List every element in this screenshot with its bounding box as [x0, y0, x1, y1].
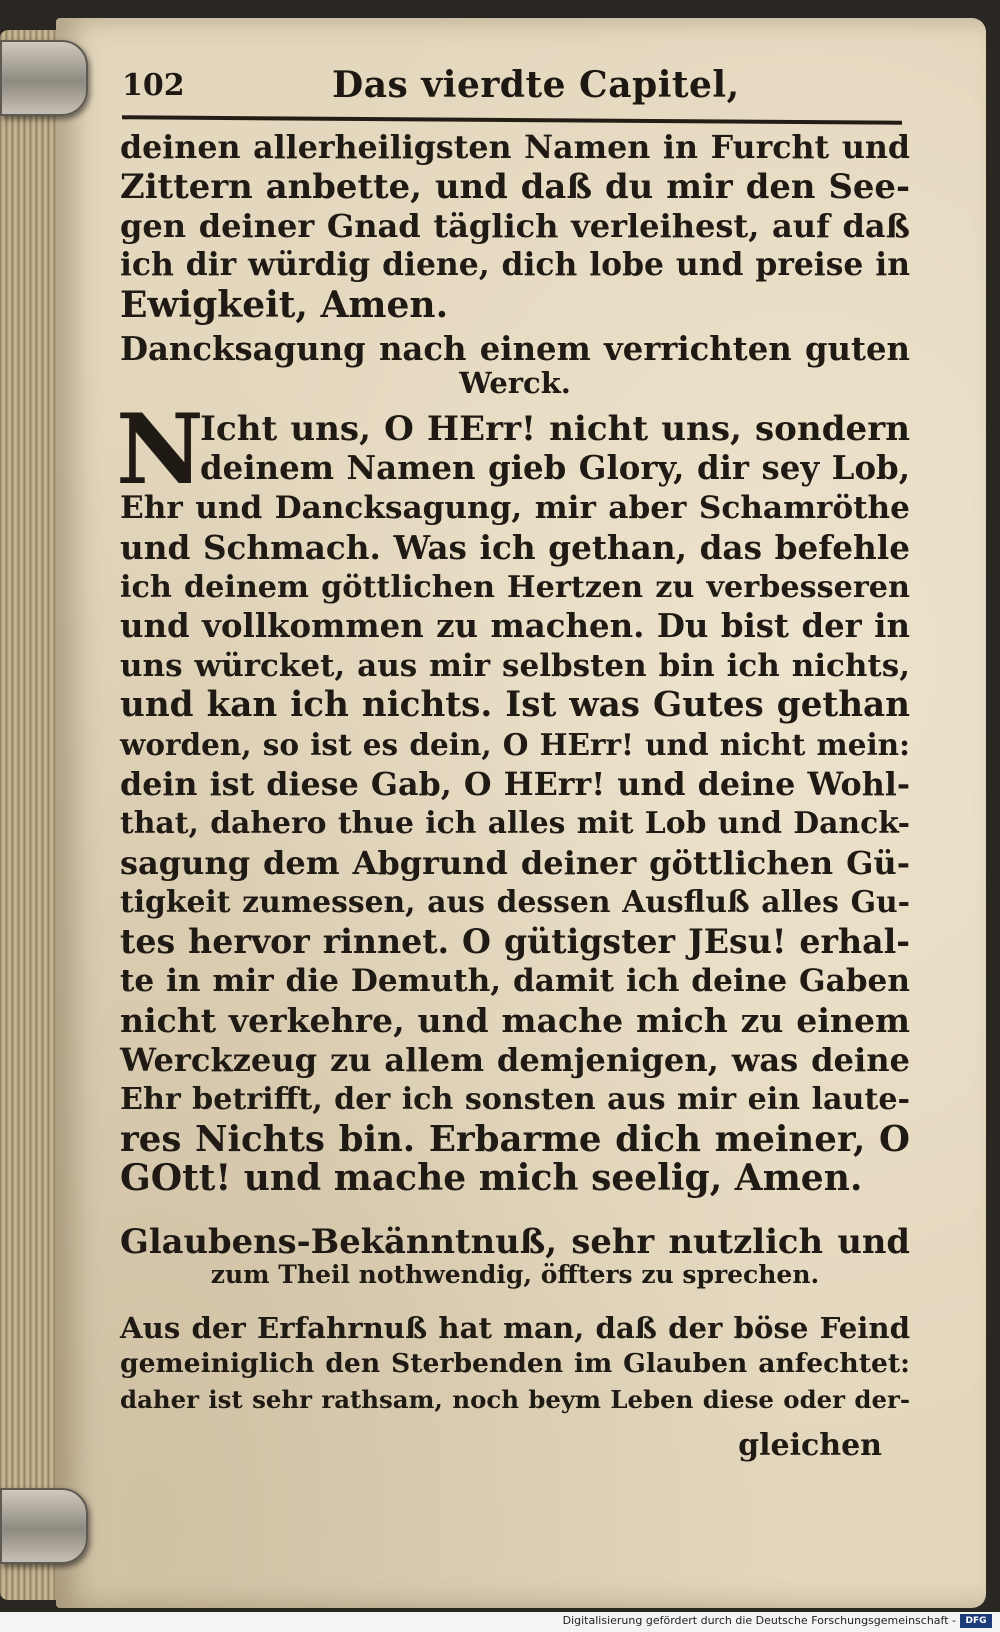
heading-line: zum Theil nothwendig, öffters zu sprechen.: [210, 1260, 820, 1289]
page-clip-top: [0, 40, 88, 116]
text-line: res Nichts bin. Erbarme dich meiner, O: [120, 1118, 910, 1160]
text-line: uns würcket, aus mir selbsten bin ich nichts,: [120, 647, 910, 684]
text-line: tigkeit zumessen, aus dessen Ausfluß alles Gu-: [120, 885, 910, 921]
page-clip-bottom: [0, 1488, 88, 1564]
heading-creed: [120, 1222, 910, 1290]
catchword: gleichen: [738, 1428, 882, 1463]
paragraph-1: [120, 128, 910, 325]
heading-thanksgiving: [120, 330, 910, 398]
heading-line: Werck.: [459, 366, 571, 400]
running-head: Das vierdte Capitel,: [332, 64, 740, 106]
text-line: worden, so ist es dein, O HErr! und nicht mein:: [120, 727, 910, 763]
paragraph-3: [120, 1310, 910, 1418]
text-line: gemeiniglich den Sterbenden im Glauben anfechtet:: [120, 1348, 910, 1379]
text-line: und Schmach. Was ich gethan, das befehle: [120, 528, 910, 568]
heading-line: Glaubens-Bekänntnuß, sehr nutzlich und: [120, 1221, 910, 1261]
text-line: Aus der Erfahrnuß hat man, daß der böse Feind: [120, 1311, 910, 1345]
text-line: und kan ich nichts. Ist was Gutes gethan: [120, 685, 910, 726]
text-line: dein ist diese Gab, O HErr! und deine Wohl-: [120, 765, 910, 803]
text-line: deinen allerheiligsten Namen in Furcht und: [120, 129, 910, 166]
text-line: te in mir die Demuth, damit ich deine Gaben: [120, 962, 910, 999]
page-number: 102: [122, 68, 185, 103]
text-line: Icht uns, O HErr! nicht uns, sondern: [200, 409, 910, 449]
drop-cap: N: [116, 393, 204, 506]
page-header: [122, 62, 887, 118]
text-line: tes hervor rinnet. O gütigster JEsu! erhal-: [120, 922, 910, 962]
text-line: gen deiner Gnad täglich verleihest, auf daß: [120, 206, 910, 245]
text-line: Werckzeug zu allem demjenigen, was deine: [120, 1040, 910, 1079]
dfg-logo: DFG: [960, 1614, 992, 1628]
text-line: Ewigkeit, Amen.: [120, 283, 449, 326]
funding-credit: Digitalisierung gefördert durch die Deutsche Forschungsgemeinschaft -: [562, 1614, 956, 1627]
text-line: und vollkommen zu machen. Du bist der in: [120, 607, 910, 646]
text-line: Ehr und Dancksagung, mir aber Schamröthe: [120, 490, 910, 526]
text-line: GOtt! und mache mich seelig, Amen.: [120, 1156, 863, 1199]
text-line: that, dahero thue ich alles mit Lob und Danck-: [120, 806, 910, 842]
text-line: nicht verkehre, und mache mich zu einem: [120, 1001, 910, 1041]
text-line: sagung dem Abgrund deiner göttlichen Gü-: [120, 843, 910, 882]
heading-line: Dancksagung nach einem verrichten guten: [120, 330, 910, 368]
text-line: Ehr betrifft, der ich sonsten aus mir ein laute-: [120, 1082, 910, 1118]
text-line: Zittern anbette, und daß du mir den See-: [120, 166, 910, 207]
text-line: daher ist sehr rathsam, noch beym Leben diese oder der-: [120, 1385, 910, 1414]
text-line: ich dir würdig diene, dich lobe und preise in: [120, 247, 910, 284]
digitization-footer: [0, 1612, 1000, 1632]
text-line: deinem Namen gieb Glory, dir sey Lob,: [200, 449, 910, 488]
text-line: ich deinem göttlichen Hertzen zu verbesseren: [120, 569, 910, 605]
